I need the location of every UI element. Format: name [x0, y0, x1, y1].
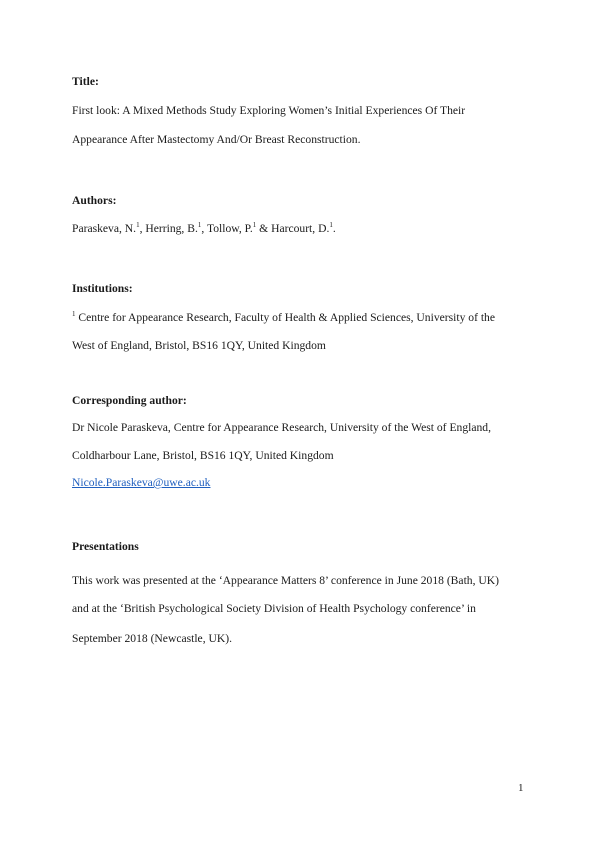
affiliation-marker: 1: [197, 221, 202, 229]
title-line-1: First look: A Mixed Methods Study Exploring Women’s Initial Experiences Of Their: [72, 104, 466, 117]
author-name: Herring, B.: [145, 222, 198, 235]
author-name: Harcourt, D.: [271, 222, 330, 235]
institution-line-2: West of England, Bristol, BS16 1QY, United Kingdom: [72, 339, 326, 352]
author-separator: ,: [201, 222, 207, 235]
title-heading: Title:: [72, 75, 99, 88]
author-name: Tollow, P.: [206, 222, 253, 235]
title-line-2: Appearance After Mastectomy And/Or Breast Reconstruction.: [72, 133, 361, 146]
author-separator: ,: [139, 222, 146, 235]
author-separator: .: [332, 222, 336, 235]
affiliation-marker: 1: [252, 221, 257, 229]
presentations-heading: Presentations: [72, 540, 139, 553]
author-name: Paraskeva, N.: [72, 222, 137, 235]
corresponding-line-1: Dr Nicole Paraskeva, Centre for Appearance Research, University of the West of England,: [72, 421, 491, 434]
affiliation-marker: 1: [72, 310, 76, 318]
author-separator: &: [256, 222, 272, 235]
email-link[interactable]: Nicole.Paraskeva@uwe.ac.uk: [72, 476, 211, 489]
institution-text: Centre for Appearance Research, Faculty of Health & Applied Sciences, University of the: [75, 311, 495, 324]
corresponding-author-heading: Corresponding author:: [72, 394, 187, 407]
page-number: 1: [518, 782, 524, 794]
presentations-line-1: This work was presented at the ‘Appearance Matters 8’ conference in June 2018 (Bath, UK): [72, 574, 499, 587]
authors-line: [72, 222, 336, 236]
presentations-line-2: and at the ‘British Psychological Society Division of Health Psychology conference’ in: [72, 602, 476, 615]
corresponding-line-2: Coldharbour Lane, Bristol, BS16 1QY, United Kingdom: [72, 449, 334, 462]
affiliation-marker: 1: [329, 221, 333, 229]
authors-heading: Authors:: [72, 194, 117, 207]
affiliation-marker: 1: [136, 221, 140, 229]
institution-line-1: [72, 311, 495, 325]
presentations-line-3: September 2018 (Newcastle, UK).: [72, 632, 233, 645]
email-line: [72, 476, 210, 490]
institutions-heading: Institutions:: [72, 282, 133, 295]
